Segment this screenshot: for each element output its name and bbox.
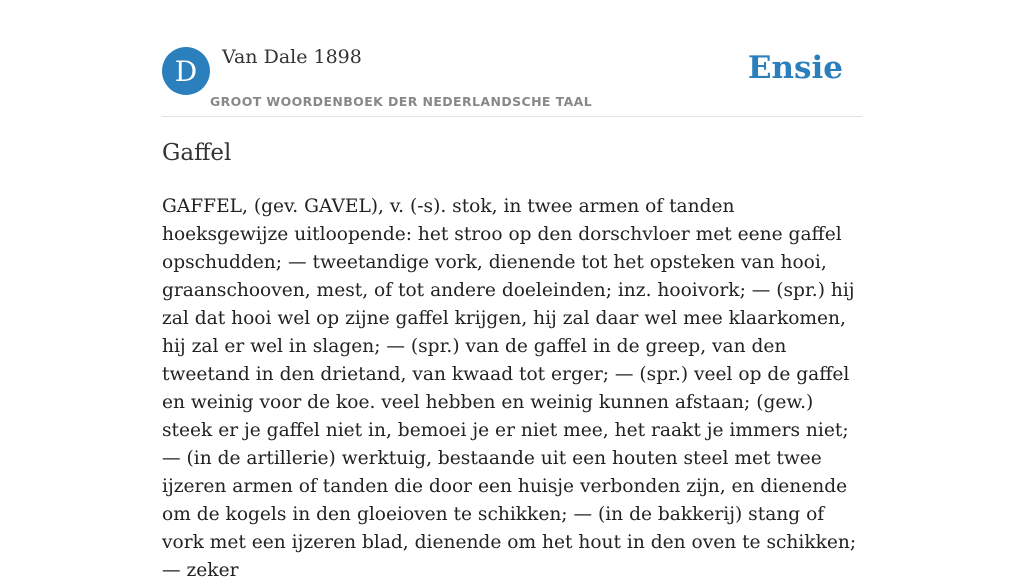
- dictionary-subtitle: GROOT WOORDENBOEK DER NEDERLANDSCHE TAAL: [210, 94, 593, 109]
- brand-logo[interactable]: Ensie: [747, 50, 843, 86]
- page-header: [162, 44, 862, 117]
- dictionary-badge[interactable]: D: [162, 47, 210, 95]
- entry-definition: GAFFEL, (gev. GAVEL), v. (-s). stok, in twee armen of tanden hoeksgewijze uitloopende: het stroo op den dorschvloer met eene gaffel opschudden; — tweetandige vork, dienende tot het opsteken van hooi, graanschooven, mest, of tot andere doeleinden; inz. hooivork; — (spr.) hij zal dat hooi wel op zijne gaffel krijgen, hij zal daar wel mee klaarkomen, hij zal er wel in slagen; — (spr.) van de gaffel in de greep, van den tweetand in den drietand, van kwaad tot erger; — (spr.) veel op de gaffel en weinig voor de koe. veel hebben en weinig kunnen afstaan; (gew.) steek er je gaffel niet in, bemoei je er niet mee, het raakt je immers niet; — (in de artillerie) werktuig, bestaande uit een houten steel met twee ijzeren armen of tanden die door een huisje verbonden zijn, en dienende om de kogels in den gloeioven te schikken; — (in de bakkerij) stang of vork met een ijzeren blad, dienende om het hout in den oven te schikken; — zeker: [162, 196, 857, 581]
- dictionary-title[interactable]: Van Dale 1898: [222, 46, 362, 68]
- entry-headword: Gaffel: [162, 140, 232, 166]
